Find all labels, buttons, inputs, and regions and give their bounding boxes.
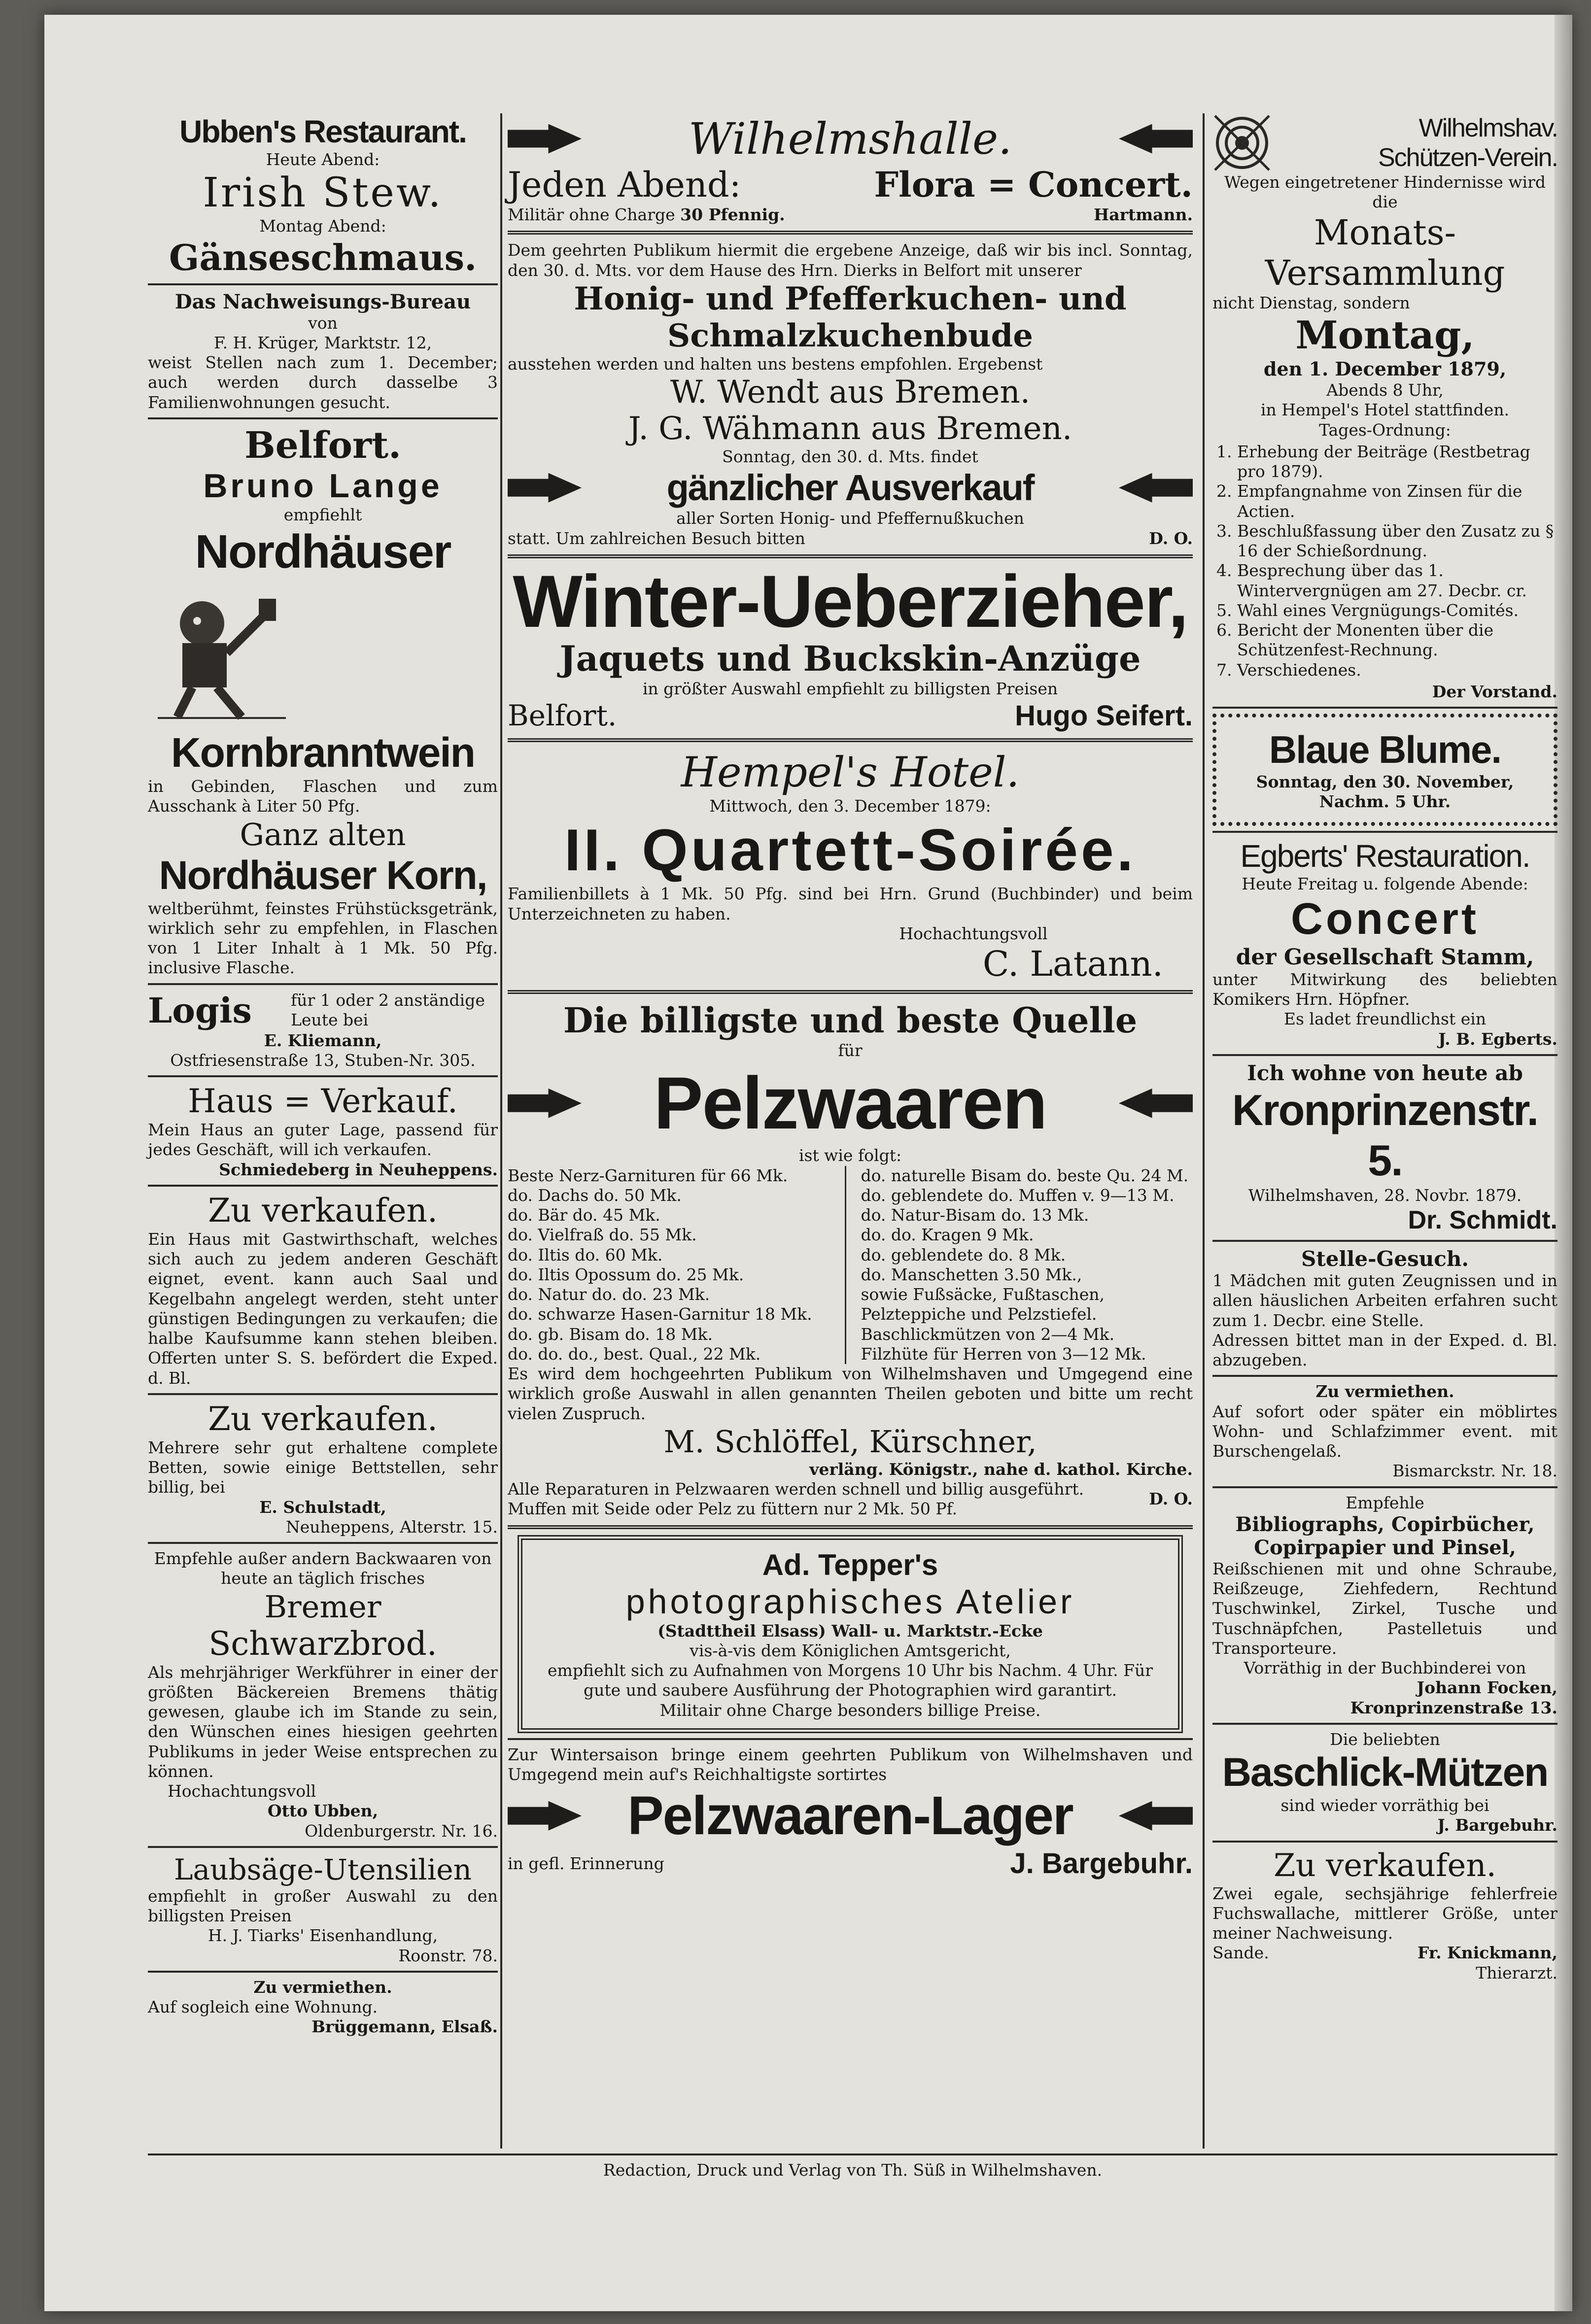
- vermiethen-name: Brüggemann, Elsaß.: [311, 2017, 498, 2037]
- sonntag-line: Sonntag, den 30. d. Mts. findet: [722, 447, 978, 466]
- tagesordnung: Tages-Ordnung:: [1319, 420, 1451, 440]
- divider: [1212, 1240, 1557, 1242]
- logis-name: E. Kliemann,: [264, 1030, 382, 1050]
- ausverkauf-row: [508, 467, 1193, 509]
- price-item: do. Bär do. 45 Mk.: [508, 1205, 660, 1225]
- wohne-text: Ich wohne von heute ab: [1247, 1060, 1523, 1085]
- dr-schmidt: Dr. Schmidt.: [1408, 1206, 1557, 1235]
- divider: [1212, 707, 1557, 709]
- agenda-item: 3. Beschlußfassung über den Zusatz zu § 16 der Schießordnung.: [1237, 521, 1557, 561]
- price-item: do. do. Kragen 9 Mk.: [861, 1225, 1034, 1245]
- ausverkauf-footer: [508, 529, 1193, 548]
- pointing-hand-icon: [508, 1801, 582, 1831]
- laubsaege-title: Laubsäge-Utensilien: [174, 1852, 472, 1886]
- agenda-item: 7. Verschiedenes.: [1237, 660, 1557, 680]
- price-item: do. Natur-Bisam do. 13 Mk.: [861, 1205, 1089, 1225]
- vorstand: Der Vorstand.: [1432, 682, 1557, 701]
- tepper-text: empfiehlt sich zu Aufnahmen von Morgens 10 Uhr bis Nachm. 4 Uhr. Für gute und saubere Ausführung der Photographien wird garantirt.: [547, 1661, 1153, 1700]
- brot-gruss: Hochachtungsvoll: [168, 1781, 316, 1801]
- ladet-ein: Es ladet freundlichst ein: [1283, 1009, 1487, 1029]
- divider: [148, 1393, 498, 1395]
- logis-text: für 1 oder 2 anständige Leute bei: [291, 990, 485, 1029]
- price-item: do. naturelle Bisam do. beste Qu. 24 M.: [861, 1165, 1189, 1185]
- pointing-hand-icon: [1119, 1089, 1193, 1118]
- verkaufen-2-title: Zu verkaufen.: [208, 1400, 438, 1438]
- jeden-abend: Jeden Abend:: [508, 164, 741, 205]
- winter-place: Belfort.: [508, 699, 617, 732]
- versammlung-time: Abends 8 Uhr,: [1326, 380, 1444, 400]
- brot-title-2: Schwarzbrod.: [208, 1624, 437, 1663]
- blaue-blume-box: [1212, 714, 1557, 826]
- bruno-lange: Bruno Lange: [203, 467, 443, 505]
- logis-title: Logis: [148, 990, 252, 1031]
- divider: [508, 990, 1193, 994]
- tepper-name: Ad. Tepper's: [762, 1548, 938, 1581]
- pelz-footer: [508, 1479, 1193, 1519]
- focken-name: Johann Focken,: [1417, 1678, 1557, 1698]
- divider: [508, 1525, 1193, 1529]
- beliebten: Die beliebten: [1330, 1729, 1440, 1749]
- pointing-hand-icon: [508, 473, 582, 503]
- price-item: Filzhüte für Herren von 3—12 Mk.: [861, 1344, 1146, 1364]
- pelz-reparaturen: Alle Reparaturen in Pelzwaaren werden schnell und billig ausgeführt. Muffen mit Seide oder Pelz zu füttern nur 2 Mk. 50 Pf.: [508, 1479, 1084, 1519]
- hempel-title: Hempel's Hotel.: [681, 748, 1020, 796]
- divider: [1212, 1841, 1557, 1843]
- tepper-vis: vis-à-vis dem Königlichen Amtsgericht,: [690, 1640, 1011, 1660]
- footer: [148, 2149, 1557, 2180]
- drinking-man-illustration: [148, 584, 296, 722]
- column-middle: [508, 113, 1193, 1880]
- agenda-list: [1237, 442, 1557, 680]
- winter-name: Hugo Seifert.: [1015, 699, 1193, 732]
- divider: [148, 1846, 498, 1848]
- pelz-title: Pelzwaaren: [654, 1061, 1047, 1145]
- logis-ad: [148, 990, 498, 1031]
- verkaufen-2-name: E. Schulstadt,: [259, 1497, 386, 1517]
- ubben-dish-1: Irish Stew.: [203, 170, 443, 217]
- haus-name: Schmiedeberg in Neuheppens.: [219, 1160, 498, 1179]
- lager-footer: [508, 1847, 1193, 1880]
- winter-footer: [508, 699, 1193, 732]
- nordhaeuser-text: weltberühmt, feinstes Frühstücksgetränk, wirklich sehr zu empfehlen, in Flaschen von 1 Liter Inhalt à 1 Mk. 50 Pfg. inclusive Flasche.: [148, 898, 498, 978]
- divider: [1212, 1486, 1557, 1488]
- price-item: do. Iltis Opossum do. 25 Mk.: [508, 1265, 744, 1284]
- tepper-militair: Militair ohne Charge besonders billige Preise.: [659, 1700, 1041, 1720]
- waehmann: J. G. Wähmann aus Bremen.: [628, 410, 1072, 447]
- column-rule: [500, 113, 502, 2149]
- versammlung-date: den 1. December 1879,: [1263, 357, 1507, 380]
- empfehle: Empfehle: [1346, 1493, 1424, 1512]
- honig-title-2: Schmalzkuchenbude: [667, 317, 1033, 354]
- agenda-item: 5. Wahl eines Vergnügungs-Comités.: [1237, 601, 1557, 620]
- lager-name: J. Bargebuhr.: [1010, 1847, 1193, 1880]
- verkaufen-role: Thierarzt.: [1476, 1963, 1557, 1982]
- vermiethen-title: Zu vermiethen.: [253, 1977, 392, 1997]
- blaue-blume-title: Blaue Blume.: [1269, 728, 1501, 772]
- price-item: do. schwarze Hasen-Garnitur 18 Mk.: [508, 1304, 812, 1324]
- price-item: do. Manschetten 3.50 Mk.,: [861, 1265, 1082, 1284]
- egberts-title: Egberts' Restauration.: [1240, 838, 1530, 874]
- column-rule: [1203, 113, 1205, 2149]
- vermiethen-title: Zu vermiethen.: [1315, 1382, 1454, 1401]
- biblio-text: Reißschienen mit und ohne Schraube, Reißzeuge, Ziehfedern, Rechtund Tuschwinkel, Zirkel, Tusche und Tuschnäpfchen, Pastelletuis und Transporteure.: [1212, 1559, 1557, 1658]
- wilhelmshalle-header: [508, 113, 1193, 164]
- imprint: Redaction, Druck und Verlag von Th. Süß in Wilhelmshaven.: [603, 2160, 1103, 2180]
- verkaufen-2-text: Mehrere sehr gut erhaltene complete Betten, sowie einige Bettstellen, sehr billig, bei: [148, 1437, 498, 1497]
- nachweis-text: weist Stellen nach zum 1. December; auch werden durch dasselbe 3 Familienwohnungen gesucht.: [148, 353, 498, 412]
- kron-date: Wilhelmshaven, 28. Novbr. 1879.: [1248, 1185, 1522, 1205]
- verein-header: [1212, 113, 1557, 172]
- tepper-place: (Stadttheil Elsass) Wall- u. Marktstr.-Ecke: [657, 1621, 1043, 1640]
- stelle-adressen: Adressen bittet man in der Exped. d. Bl. abzugeben.: [1212, 1330, 1557, 1370]
- nachweis-von: von: [308, 313, 338, 333]
- pelz-signature: D. O.: [1149, 1489, 1193, 1509]
- price-item: do. geblendete do. 8 Mk.: [861, 1245, 1066, 1265]
- wilhelmshalle-title: Wilhelmshalle.: [688, 113, 1012, 164]
- nachweis-title: Das Nachweisungs-Bureau: [174, 290, 471, 313]
- divider: [508, 1738, 1193, 1740]
- honig-title-1: Honig- und Pfefferkuchen- und: [574, 280, 1127, 317]
- pelz-name: M. Schlöffel, Kürschner,: [663, 1423, 1037, 1460]
- price-item: do. Natur do. do. 23 Mk.: [508, 1285, 710, 1304]
- nordhaeuser-korn: Nordhäuser Korn,: [159, 853, 487, 898]
- divider: [508, 738, 1193, 742]
- vermiethen-text: Auf sofort oder später ein möblirtes Wohn- und Schlafzimmer event. mit Burschengelaß.: [1212, 1401, 1557, 1461]
- ubben-title: Ubben's Restaurant.: [179, 114, 466, 149]
- ausverkauf-statt: statt. Um zahlreichen Besuch bitten: [508, 528, 805, 548]
- wilhelmshalle-line: [508, 164, 1193, 205]
- agenda-item: 2. Empfangnahme von Zinsen für die Actien.: [1237, 481, 1557, 521]
- divider: [1212, 1054, 1557, 1056]
- verein-title-2: Schützen-Verein.: [1378, 143, 1557, 172]
- price-item: do. geblendete do. Muffen v. 9—13 M.: [861, 1185, 1175, 1205]
- price-item: Baschlickmützen von 2—4 Mk.: [861, 1324, 1115, 1344]
- laubsaege-text: empfiehlt in großer Auswahl zu den billigsten Preisen: [148, 1886, 498, 1925]
- flora-concert: Flora = Concert.: [874, 164, 1193, 205]
- lager-erinnerung: in gefl. Erinnerung: [508, 1853, 664, 1873]
- shooting-target-icon: [1212, 113, 1272, 172]
- lager-title: Pelzwaaren-Lager: [627, 1785, 1073, 1846]
- korn-title: Kornbranntwein: [171, 729, 475, 776]
- pelz-folgt: ist wie folgt:: [798, 1146, 902, 1165]
- laubsaege-name: H. J. Tiarks' Eisenhandlung,: [208, 1926, 438, 1946]
- brot-name: Otto Ubben,: [267, 1801, 379, 1821]
- pointing-hand-icon: [1119, 124, 1193, 154]
- brot-address: Oldenburgerstr. Nr. 16.: [305, 1821, 498, 1841]
- winter-title: Winter-Ueberzieher,: [513, 559, 1188, 643]
- tepper-box: [518, 1535, 1183, 1733]
- divider: [1212, 831, 1557, 833]
- divider: [148, 417, 498, 419]
- price-item: do. do. do., best. Qual., 22 Mk.: [508, 1344, 761, 1364]
- pelz-left-list: [508, 1166, 846, 1365]
- divider: [1212, 1375, 1557, 1377]
- pointing-hand-icon: [1119, 1801, 1193, 1831]
- divider: [508, 231, 1193, 235]
- verkaufen-title: Zu verkaufen.: [1274, 1847, 1496, 1884]
- wendt: W. Wendt aus Bremen.: [670, 374, 1031, 410]
- pelz-price-list: [508, 1166, 1193, 1365]
- egberts-signature: J. B. Egberts.: [1438, 1029, 1557, 1049]
- verein-title: [1378, 113, 1557, 172]
- pointing-hand-icon: [1119, 473, 1193, 503]
- tepper-title: photographisches Atelier: [625, 1582, 1075, 1621]
- pelz-text: Es wird dem hochgeehrten Publikum von Wilhelmshaven und Umgegend eine wirklich große Auswahl in allen genannten Theilen geboten und bitte um recht vielen Zuspruch.: [508, 1364, 1193, 1423]
- blaue-blume-time: Nachm. 5 Uhr.: [1319, 792, 1451, 812]
- ausverkauf-signature: D. O.: [1149, 528, 1193, 548]
- biblio-vorraethig: Vorräthig in der Buchbinderei von: [1244, 1658, 1526, 1678]
- verkaufen-2-address: Neuheppens, Alterstr. 15.: [285, 1517, 498, 1537]
- pelz-fuer: für: [838, 1041, 863, 1060]
- column-left: [148, 113, 498, 2037]
- blaue-blume-date: Sonntag, den 30. November,: [1256, 772, 1514, 792]
- vermiethen-text: Auf sogleich eine Wohnung.: [148, 1997, 378, 2016]
- stelle-text: 1 Mädchen mit guten Zeugnissen und in allen häuslichen Arbeiten erfahren sucht zum 1. Decbr. eine Stelle.: [1212, 1271, 1557, 1330]
- baschlick-title: Baschlick-Mützen: [1222, 1750, 1548, 1795]
- agenda-item: 1. Erhebung der Beiträge (Restbetrag pro 1879).: [1237, 442, 1557, 482]
- biblio-title: Bibliographs, Copirbücher, Copirpapier und Pinsel,: [1235, 1512, 1535, 1559]
- ganz-alten: Ganz alten: [240, 816, 406, 853]
- ubben-tonight: Heute Abend:: [266, 150, 380, 169]
- divider: [148, 1542, 498, 1544]
- haus-title: Haus = Verkauf.: [188, 1082, 458, 1120]
- winter-subtitle: Jaquets und Buckskin-Anzüge: [559, 638, 1141, 679]
- hempel-text: Familienbillets à 1 Mk. 50 Pfg. sind bei Hrn. Grund (Buchbinder) und beim Unterzeichneten zu haben.: [508, 884, 1193, 923]
- lager-intro: Zur Wintersaison bringe einem geehrten Publikum von Wilhelmshaven und Umgegend mein auf's Reichhaltigste sortirtes: [508, 1744, 1193, 1784]
- kronprinzenstr: Kronprinzenstr. 5.: [1232, 1085, 1538, 1185]
- focken-address: Kronprinzenstraße 13.: [1350, 1698, 1557, 1717]
- laubsaege-address: Roonstr. 78.: [398, 1946, 498, 1965]
- agenda-item: 6. Bericht der Monenten über die Schützenfest-Rechnung.: [1237, 620, 1557, 660]
- divider: [148, 1971, 498, 1973]
- ausverkauf-text: aller Sorten Honig- und Pfeffernußkuchen: [676, 509, 1024, 528]
- agenda-item: 4. Besprechung über das 1. Wintervergnügen am 27. Decbr. cr.: [1237, 561, 1557, 601]
- wilhelmshalle-footer: [508, 205, 1193, 225]
- verkaufen-footer: [1212, 1943, 1557, 1963]
- pointing-hand-icon: [508, 124, 582, 154]
- hempel-event: II. Quartett-Soirée.: [564, 817, 1137, 884]
- concert-title: Concert: [1290, 894, 1480, 944]
- logis-address: Ostfriesenstraße 13, Stuben-Nr. 305.: [170, 1050, 476, 1070]
- divider: [148, 1075, 498, 1077]
- divider: [148, 983, 498, 985]
- ausverkauf-title: gänzlicher Ausverkauf: [666, 467, 1034, 509]
- brot-title-1: Bremer: [264, 1588, 381, 1625]
- verkaufen-place: Sande.: [1212, 1943, 1269, 1963]
- verkaufen-1-text: Ein Haus mit Gastwirthschaft, welches sich auch zu jedem anderen Geschäft eignet, event. kann auch Saal und Kegelbahn angelegt werden, steht unter günstigen Bedingungen zu verkaufen; die halbe Kaufsumme kann stehen bleiben. Offerten unter S. S. befördert die Exped. d. Bl.: [148, 1229, 498, 1388]
- divider: [1212, 1723, 1557, 1725]
- stelle-title: Stelle-Gesuch.: [1301, 1247, 1469, 1271]
- verkaufen-text: Zwei egale, sechsjährige fehlerfreie Fuchswallache, mittlerer Größe, unter meiner Nachweisung.: [1212, 1883, 1557, 1943]
- pointing-hand-icon: [508, 1089, 582, 1118]
- price-item: do. Iltis do. 60 Mk.: [508, 1245, 663, 1265]
- hempel-date: Mittwoch, den 3. December 1879:: [709, 796, 991, 816]
- honig-text: ausstehen werden und halten uns bestens empfohlen. Ergebenst: [508, 354, 1043, 374]
- nicht-dienstag: nicht Dienstag, sondern: [1212, 293, 1410, 312]
- verkaufen-name: Fr. Knickmann,: [1417, 1943, 1557, 1963]
- ubben-dish-2: Gänseschmaus.: [169, 236, 477, 278]
- nachweis-name: F. H. Krüger, Marktstr. 12,: [213, 333, 432, 352]
- vermiethen-address: Bismarckstr. Nr. 18.: [1392, 1461, 1557, 1481]
- pelz-address: verläng. Königstr., nahe d. kathol. Kirche.: [809, 1459, 1193, 1479]
- egberts-text: Heute Freitag u. folgende Abende:: [1242, 874, 1528, 893]
- lager-title-row: [508, 1784, 1193, 1847]
- winter-text: in größter Auswahl empfiehlt zu billigsten Preisen: [642, 679, 1058, 698]
- pelz-title-row: [508, 1060, 1193, 1146]
- verein-title-1: Wilhelmshav.: [1418, 114, 1557, 142]
- pelz-right-list: [861, 1166, 1193, 1365]
- versammlung-hotel: in Hempel's Hotel stattfinden.: [1260, 400, 1510, 420]
- brot-text: Als mehrjähriger Werkführer in einer der größten Bäckereien Bremens thätig gewesen, glaube ich im Stande zu sein, den Wünschen eines hiesigen geehrten Publikums in jeder Weise entsprechen zu können.: [148, 1662, 498, 1781]
- price-item: do. gb. Bisam do. 18 Mk.: [508, 1324, 713, 1344]
- price-item: sowie Fußsäcke, Fußtaschen, Pelzteppiche und Pelzstiefel.: [861, 1285, 1105, 1324]
- mitwirkung: unter Mitwirkung des beliebten Komikers Hrn. Höpfner.: [1212, 969, 1557, 1009]
- haus-text: Mein Haus an guter Lage, passend für jedes Geschäft, will ich verkaufen.: [148, 1120, 498, 1160]
- hempel-name: C. Latann.: [982, 944, 1163, 984]
- column-right: [1212, 113, 1557, 1983]
- price: 30 Pfennig.: [680, 205, 785, 224]
- baschlick-text: sind wieder vorräthig bei: [1280, 1796, 1489, 1815]
- bargebuhr: J. Bargebuhr.: [1437, 1815, 1557, 1835]
- pelz-headline: Die billigste und beste Quelle: [563, 1000, 1138, 1041]
- montag: Montag,: [1295, 312, 1475, 358]
- gesellschaft: der Gesellschaft Stamm,: [1236, 944, 1534, 970]
- monats-title-1: Monats-: [1314, 212, 1456, 253]
- verein-intro: Wegen eingetretener Hindernisse wird die: [1224, 172, 1546, 212]
- price-item: do. Vielfraß do. 55 Mk.: [508, 1225, 697, 1245]
- empfiehlt-label: empfiehlt: [283, 505, 362, 524]
- hempel-gruss: Hochachtungsvoll: [899, 923, 1048, 943]
- militaer-label: Militär ohne Charge: [508, 205, 675, 224]
- nordhaeuser-title: Nordhäuser: [195, 525, 451, 578]
- honig-intro: Dem geehrten Publikum hiermit die ergebene Anzeige, daß wir bis incl. Sonntag, den 30. d. Mts. vor dem Hause des Hrn. Dierks in Belfort mit unserer: [508, 240, 1193, 280]
- price-item: Beste Nerz-Garnituren für 66 Mk.: [508, 1165, 788, 1185]
- divider: [508, 554, 1193, 558]
- korn-text: in Gebinden, Flaschen und zum Ausschank à Liter 50 Pfg.: [148, 777, 498, 816]
- divider: [148, 1185, 498, 1187]
- price-item: do. Dachs do. 50 Mk.: [508, 1185, 682, 1205]
- hartmann: Hartmann.: [1094, 205, 1193, 224]
- ubben-monday: Montag Abend:: [259, 216, 386, 236]
- belfort-title: Belfort.: [244, 424, 401, 467]
- divider: [148, 2153, 1557, 2155]
- brot-intro: Empfehle außer andern Backwaaren von heute an täglich frisches: [154, 1549, 492, 1588]
- divider: [148, 283, 498, 285]
- verkaufen-1-title: Zu verkaufen.: [208, 1191, 438, 1230]
- monats-title-2: Versammlung: [1265, 252, 1505, 293]
